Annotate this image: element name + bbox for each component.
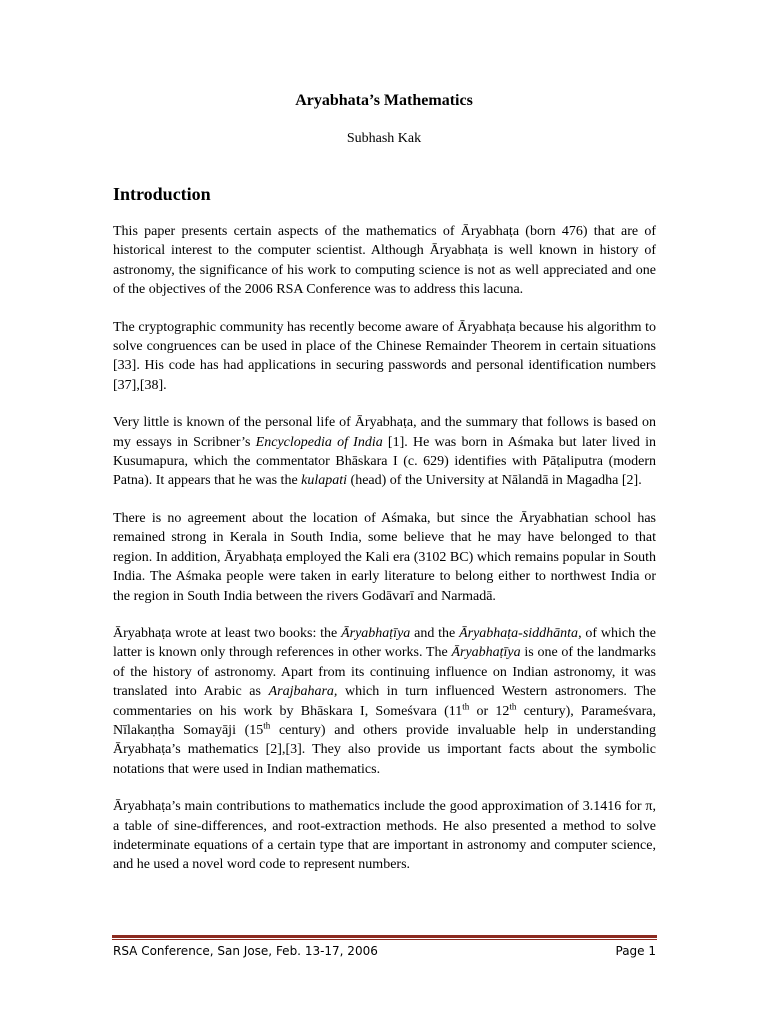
footer-rule-thin bbox=[112, 939, 657, 940]
italic-term-kulapati: kulapati bbox=[301, 473, 348, 489]
italic-title-siddhanta: Āryabhaṭa-siddhānta bbox=[459, 625, 579, 641]
superscript: th bbox=[462, 700, 470, 711]
text-span: century), Parameśvara, Nīlakaṇṭha Somayāji (15 bbox=[113, 703, 656, 738]
author-name: Subhash Kak bbox=[346, 131, 422, 146]
footer-page-number: Page 1 bbox=[615, 944, 656, 958]
text-span: or 12 bbox=[469, 703, 510, 719]
superscript: th bbox=[509, 700, 517, 711]
paragraph-6: Āryabhaṭa’s main contributions to mathematics include the good approximation of 3.1416 for π, a table of sine-differences, and root-extraction methods. He also presented a method to solve indeterminate equations of a certain type that are important in astronomy and computer science, and he used a novel word code to represent numbers. bbox=[113, 799, 656, 873]
section-heading-introduction: Introduction bbox=[113, 184, 211, 204]
text-span: (head) of the University at Nālandā in Magadha [2]. bbox=[347, 473, 642, 489]
paragraph-3 bbox=[113, 413, 656, 491]
footer-rule bbox=[112, 935, 657, 938]
paragraph-2: The cryptographic community has recently become aware of Āryabhaṭa because his algorithm to solve congruences can be used in place of the Chinese Remainder Theorem in certain situations [33]. His code has had applications in securing passwords and personal identification numbers [37],[38]. bbox=[113, 319, 656, 393]
text-span: and the bbox=[410, 625, 460, 641]
text-span: [1]. He was born in Aśmaka but later lived in Kusumapura, which the commentator Bhāskara I (c. 629) identifies with Pāṭaliputra (modern Patna). It appears that he was the bbox=[113, 434, 656, 489]
superscript: th bbox=[263, 720, 271, 731]
italic-title-aryabhatiya: Āryabhaṭīya bbox=[451, 645, 521, 661]
text-span: Very little is known of the personal life of Āryabhaṭa, and the summary that follows is based on my essays in Scribner’s bbox=[113, 415, 656, 450]
italic-term-arajbahara: Arajbahara, bbox=[268, 684, 338, 700]
text-span: century) and others provide invaluable help in understanding Āryabhaṭa’s mathematics [2],[3]. They also provide us important facts about the symbolic notations that were used in Indian mathematics. bbox=[113, 722, 656, 777]
text-span: , of which the latter is known only through references in other works. The bbox=[113, 625, 656, 661]
footer-conference: RSA Conference, San Jose, Feb. 13-17, 2006 bbox=[113, 944, 378, 958]
italic-title-aryabhatiya: Āryabhaṭīya bbox=[341, 625, 411, 641]
italic-title-encyclopedia: Encyclopedia of India bbox=[255, 434, 383, 450]
text-span: which in turn influenced Western astronomers. The commentaries on his work by Bhāskara I, Someśvara (11 bbox=[113, 684, 656, 719]
body-text bbox=[113, 222, 656, 893]
paragraph-1: This paper presents certain aspects of the mathematics of Āryabhaṭa (born 476) that are of historical interest to the computer scientist. Although Āryabhaṭa is well known in history of astronomy, the significance of his work to computing science is not as well appreciated and one of the objectives of the 2006 RSA Conference was to address this lacuna. bbox=[113, 224, 656, 298]
paragraph-4: There is no agreement about the location of Aśmaka, but since the Āryabhatian school has remained strong in Kerala in South India, some believe that he may have belonged to that region. In addition, Āryabhaṭa employed the Kali era (3102 BC) which remains popular in South India. The Aśmaka people were taken in early literature to belong either to northwest India or the region in South India between the rivers Godāvarī and Narmadā. bbox=[113, 510, 656, 604]
text-span: is one of the landmarks of the history of astronomy. Apart from its continuing influence on Indian astronomy, it was translated into Arabic as bbox=[113, 645, 656, 700]
text-span: Āryabhaṭa wrote at least two books: the bbox=[113, 625, 342, 641]
paper-title: Aryabhata’s Mathematics bbox=[295, 92, 473, 109]
paragraph-5 bbox=[113, 624, 656, 779]
